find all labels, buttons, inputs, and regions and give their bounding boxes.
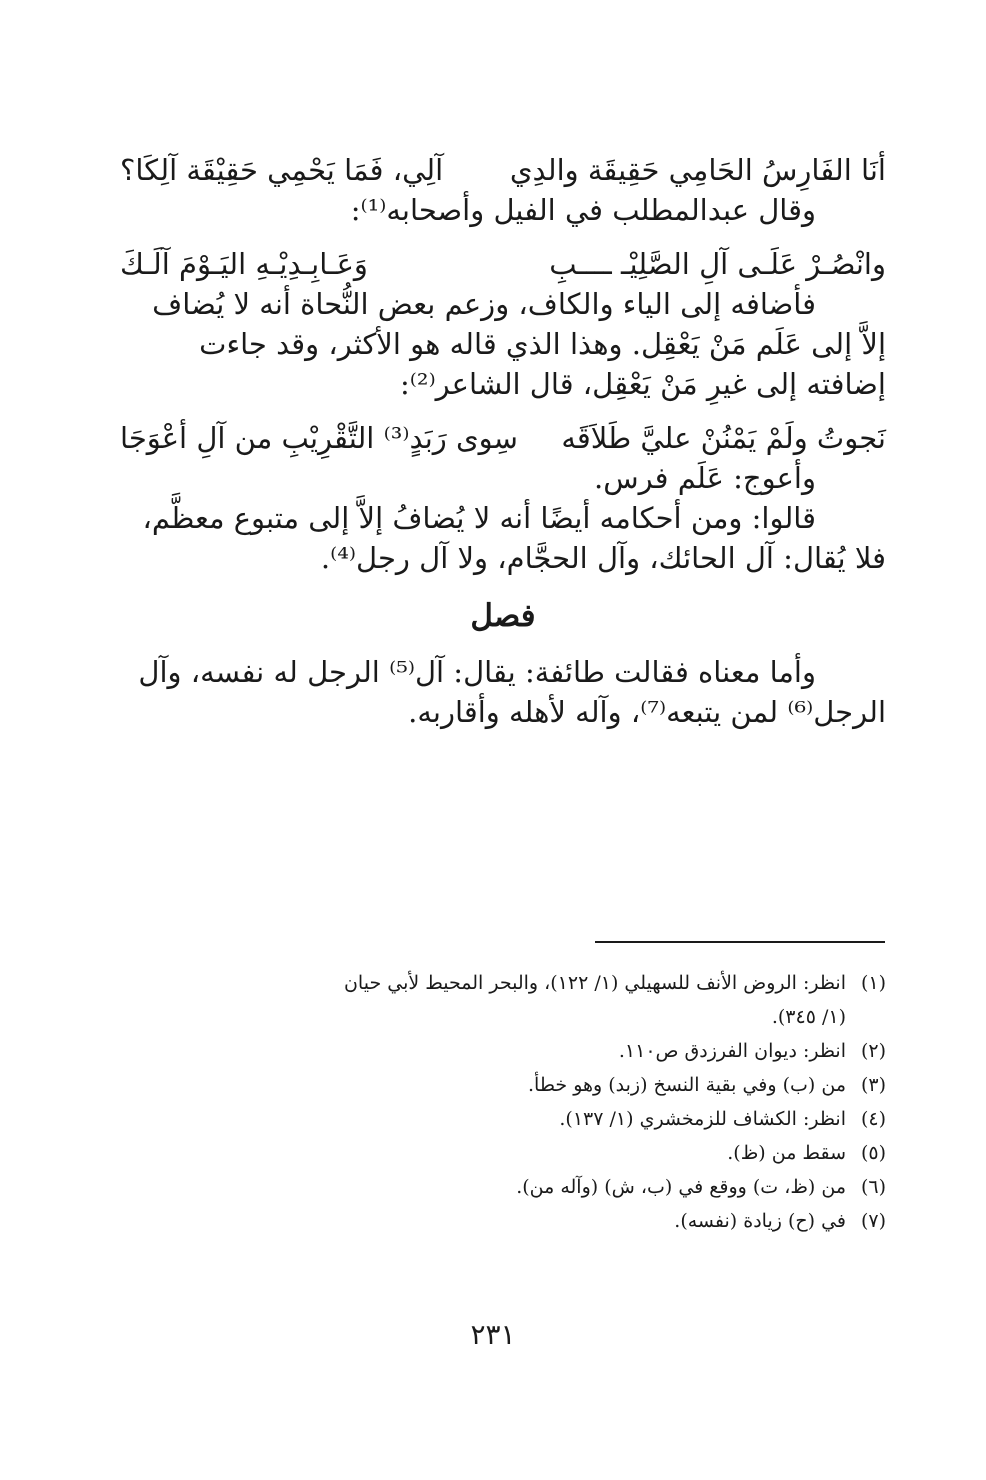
footnote-divider bbox=[595, 941, 885, 943]
footnote-text: من (ب) وفي بقية النسخ (زبد) وهو خطأ. bbox=[528, 1074, 846, 1096]
footnote-text: انظر: الكشاف للزمخشري (١/ ١٣٧). bbox=[559, 1108, 846, 1130]
paragraph-line: إضافته إلى غيرِ مَنْ يَعْقِل، قال الشاعر⁽²⁾: bbox=[400, 367, 886, 401]
section-heading: فصل bbox=[470, 598, 536, 634]
footnote-number: (١) bbox=[860, 972, 886, 994]
paragraph-line: فأضافه إلى الياء والكاف، وزعم بعض النُّحاة أنه لا يُضاف bbox=[152, 287, 816, 321]
verse-1-hemistich-2: آلِي، فَمَا يَحْمِي حَقِيْقَة آلِكَا؟ bbox=[120, 153, 444, 187]
verse-3-hemistich-1: نَجوتُ ولَمْ يَمْنُنْ عليَّ طَلاَقَه bbox=[561, 421, 886, 455]
paragraph-line: وأما معناه فقالت طائفة: يقال: آل⁽⁵⁾ الرجل له نفسه، وآل bbox=[138, 655, 816, 689]
footnote bbox=[120, 1170, 886, 1204]
paragraph-line: قالوا: ومن أحكامه أيضًا أنه لا يُضافُ إلاَّ إلى متبوع معظَّم، bbox=[142, 501, 816, 535]
text-line: وأعوج: عَلَم فرس. bbox=[594, 461, 816, 495]
paragraph-line: الرجل⁽⁶⁾ لمن يتبعه⁽⁷⁾، وآله لأهله وأقاربه. bbox=[408, 695, 886, 729]
verse-line-2 bbox=[120, 244, 886, 284]
footnote-number: (٣) bbox=[860, 1074, 886, 1096]
footnote-text: سقط من (ظ). bbox=[727, 1142, 846, 1164]
paragraph-line: فلا يُقال: آل الحائك، وآل الحجَّام، ولا آل رجل⁽⁴⁾. bbox=[320, 541, 886, 575]
footnote-text: انظر: ديوان الفرزدق ص١١٠. bbox=[618, 1040, 846, 1062]
footnote bbox=[120, 1204, 886, 1238]
footnote-number: (٢) bbox=[860, 1040, 886, 1062]
verse-2-hemistich-1: وانْصُـرْ عَلَـى آلِ الصَّلِيْـ ــــبِ bbox=[549, 247, 886, 281]
footnote bbox=[120, 1034, 886, 1068]
page-number: ٢٣١ bbox=[470, 1318, 516, 1351]
footnote-number: (٥) bbox=[860, 1142, 886, 1164]
verse-line-1 bbox=[120, 150, 886, 190]
footnote-number: (٤) bbox=[860, 1108, 886, 1130]
footnotes bbox=[120, 966, 886, 1238]
footnote-number: (٧) bbox=[860, 1210, 886, 1232]
footnote bbox=[120, 966, 886, 1000]
footnote-continuation: (١/ ٣٤٥). bbox=[771, 1006, 846, 1028]
verse-2-hemistich-2: وَعَـابِـدِيْـهِ اليَـوْمَ آلَـكَ bbox=[120, 247, 368, 281]
footnote-text: من (ظ، ت) ووقع في (ب، ش) (وآله من). bbox=[516, 1176, 846, 1198]
footnote bbox=[120, 1068, 886, 1102]
verse-line-3 bbox=[120, 418, 886, 458]
page-body bbox=[120, 150, 886, 732]
paragraph-line: إلاَّ إلى عَلَم مَنْ يَعْقِل. وهذا الذي قاله هو الأكثر، وقد جاءت bbox=[199, 327, 886, 361]
footnote-number: (٦) bbox=[860, 1176, 886, 1198]
footnote bbox=[120, 1136, 886, 1170]
verse-1-hemistich-1: أنَا الفَارِسُ الحَامِي حَقِيقَة والدِي bbox=[509, 153, 886, 187]
text-line: وقال عبدالمطلب في الفيل وأصحابه⁽¹⁾: bbox=[350, 193, 816, 227]
verse-3-hemistich-2: سِوى رَبَدٍ⁽³⁾ التَّقْرِيْبِ من آلِ أعْوَجَا bbox=[120, 421, 518, 455]
footnote bbox=[120, 1102, 886, 1136]
footnote-text: في (ح) زيادة (نفسه). bbox=[674, 1210, 846, 1232]
footnote-text: انظر: الروض الأنف للسهيلي (١/ ١٢٢)، والبحر المحيط لأبي حيان bbox=[343, 972, 846, 994]
